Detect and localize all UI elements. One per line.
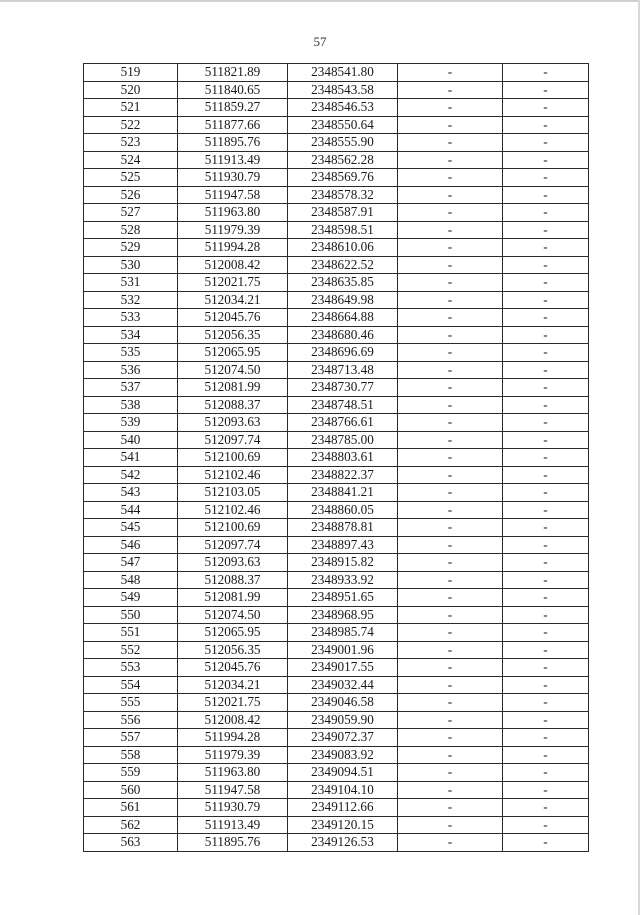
x-coordinate-cell: 512021.75 — [178, 694, 288, 712]
x-coordinate-cell: 512074.50 — [178, 606, 288, 624]
x-coordinate-cell: 512045.76 — [178, 309, 288, 327]
table-row — [84, 186, 589, 204]
page-number: 57 — [313, 34, 327, 49]
table-row — [84, 606, 589, 624]
column-5-cell: - — [503, 239, 589, 257]
x-coordinate-cell: 512093.63 — [178, 554, 288, 572]
table-row — [84, 414, 589, 432]
x-coordinate-cell: 511947.58 — [178, 781, 288, 799]
y-coordinate-cell: 2348860.05 — [288, 501, 398, 519]
y-coordinate-cell: 2348897.43 — [288, 536, 398, 554]
x-coordinate-cell: 511994.28 — [178, 729, 288, 747]
y-coordinate-cell: 2349094.51 — [288, 764, 398, 782]
column-5-cell: - — [503, 816, 589, 834]
y-coordinate-cell: 2348562.28 — [288, 151, 398, 169]
column-5-cell: - — [503, 589, 589, 607]
y-coordinate-cell: 2348730.77 — [288, 379, 398, 397]
column-4-cell: - — [398, 99, 503, 117]
x-coordinate-cell: 512056.35 — [178, 326, 288, 344]
column-5-cell: - — [503, 571, 589, 589]
x-coordinate-cell: 511913.49 — [178, 151, 288, 169]
column-5-cell: - — [503, 274, 589, 292]
table-row — [84, 344, 589, 362]
table-row — [84, 589, 589, 607]
table-row — [84, 116, 589, 134]
y-coordinate-cell: 2348803.61 — [288, 449, 398, 467]
y-coordinate-cell: 2348587.91 — [288, 204, 398, 222]
table-row — [84, 536, 589, 554]
point-number-cell: 555 — [84, 694, 178, 712]
table-row — [84, 256, 589, 274]
x-coordinate-cell: 512081.99 — [178, 379, 288, 397]
y-coordinate-cell: 2349059.90 — [288, 711, 398, 729]
column-4-cell: - — [398, 169, 503, 187]
column-5-cell: - — [503, 309, 589, 327]
x-coordinate-cell: 511913.49 — [178, 816, 288, 834]
point-number-cell: 537 — [84, 379, 178, 397]
column-5-cell: - — [503, 501, 589, 519]
table-row — [84, 326, 589, 344]
column-4-cell: - — [398, 501, 503, 519]
column-5-cell: - — [503, 116, 589, 134]
x-coordinate-cell: 511930.79 — [178, 799, 288, 817]
column-5-cell: - — [503, 151, 589, 169]
column-4-cell: - — [398, 449, 503, 467]
table-row — [84, 291, 589, 309]
x-coordinate-cell: 512074.50 — [178, 361, 288, 379]
table-row — [84, 379, 589, 397]
y-coordinate-cell: 2349001.96 — [288, 641, 398, 659]
y-coordinate-cell: 2348878.81 — [288, 519, 398, 537]
table-row — [84, 466, 589, 484]
column-5-cell: - — [503, 536, 589, 554]
point-number-cell: 551 — [84, 624, 178, 642]
table-row — [84, 711, 589, 729]
column-5-cell: - — [503, 256, 589, 274]
column-4-cell: - — [398, 291, 503, 309]
column-5-cell: - — [503, 326, 589, 344]
column-5-cell: - — [503, 64, 589, 82]
column-5-cell: - — [503, 204, 589, 222]
column-5-cell: - — [503, 431, 589, 449]
column-4-cell: - — [398, 466, 503, 484]
point-number-cell: 536 — [84, 361, 178, 379]
point-number-cell: 562 — [84, 816, 178, 834]
column-5-cell: - — [503, 711, 589, 729]
column-4-cell: - — [398, 431, 503, 449]
x-coordinate-cell: 512045.76 — [178, 659, 288, 677]
x-coordinate-cell: 511821.89 — [178, 64, 288, 82]
table-row — [84, 151, 589, 169]
y-coordinate-cell: 2348635.85 — [288, 274, 398, 292]
x-coordinate-cell: 511979.39 — [178, 746, 288, 764]
column-5-cell: - — [503, 799, 589, 817]
point-number-cell: 541 — [84, 449, 178, 467]
point-number-cell: 561 — [84, 799, 178, 817]
table-row — [84, 746, 589, 764]
point-number-cell: 520 — [84, 81, 178, 99]
table-row — [84, 519, 589, 537]
point-number-cell: 527 — [84, 204, 178, 222]
column-5-cell: - — [503, 781, 589, 799]
point-number-cell: 560 — [84, 781, 178, 799]
column-5-cell: - — [503, 746, 589, 764]
point-number-cell: 519 — [84, 64, 178, 82]
x-coordinate-cell: 512100.69 — [178, 449, 288, 467]
point-number-cell: 563 — [84, 834, 178, 852]
column-5-cell: - — [503, 606, 589, 624]
column-4-cell: - — [398, 64, 503, 82]
point-number-cell: 554 — [84, 676, 178, 694]
table-row — [84, 484, 589, 502]
column-4-cell: - — [398, 641, 503, 659]
x-coordinate-cell: 511840.65 — [178, 81, 288, 99]
column-5-cell: - — [503, 641, 589, 659]
column-4-cell: - — [398, 81, 503, 99]
table-row — [84, 571, 589, 589]
column-5-cell: - — [503, 81, 589, 99]
y-coordinate-cell: 2348785.00 — [288, 431, 398, 449]
y-coordinate-cell: 2348622.52 — [288, 256, 398, 274]
y-coordinate-cell: 2348649.98 — [288, 291, 398, 309]
point-number-cell: 529 — [84, 239, 178, 257]
x-coordinate-cell: 512097.74 — [178, 431, 288, 449]
table-row — [84, 274, 589, 292]
column-4-cell: - — [398, 379, 503, 397]
y-coordinate-cell: 2348713.48 — [288, 361, 398, 379]
column-4-cell: - — [398, 414, 503, 432]
column-4-cell: - — [398, 799, 503, 817]
point-number-cell: 528 — [84, 221, 178, 239]
table-row — [84, 676, 589, 694]
column-4-cell: - — [398, 519, 503, 537]
column-5-cell: - — [503, 729, 589, 747]
x-coordinate-cell: 511979.39 — [178, 221, 288, 239]
table-row — [84, 781, 589, 799]
column-5-cell: - — [503, 659, 589, 677]
table-row — [84, 501, 589, 519]
y-coordinate-cell: 2349032.44 — [288, 676, 398, 694]
point-number-cell: 556 — [84, 711, 178, 729]
column-4-cell: - — [398, 204, 503, 222]
column-4-cell: - — [398, 676, 503, 694]
column-5-cell: - — [503, 676, 589, 694]
column-4-cell: - — [398, 239, 503, 257]
point-number-cell: 522 — [84, 116, 178, 134]
x-coordinate-cell: 512065.95 — [178, 344, 288, 362]
y-coordinate-cell: 2348555.90 — [288, 134, 398, 152]
point-number-cell: 543 — [84, 484, 178, 502]
column-5-cell: - — [503, 449, 589, 467]
table-row — [84, 134, 589, 152]
column-4-cell: - — [398, 134, 503, 152]
column-4-cell: - — [398, 484, 503, 502]
y-coordinate-cell: 2349120.15 — [288, 816, 398, 834]
x-coordinate-cell: 512088.37 — [178, 571, 288, 589]
column-4-cell: - — [398, 344, 503, 362]
table-row — [84, 239, 589, 257]
y-coordinate-cell: 2348546.53 — [288, 99, 398, 117]
x-coordinate-cell: 512100.69 — [178, 519, 288, 537]
x-coordinate-cell: 511877.66 — [178, 116, 288, 134]
point-number-cell: 534 — [84, 326, 178, 344]
table-row — [84, 81, 589, 99]
column-5-cell: - — [503, 379, 589, 397]
table-row — [84, 554, 589, 572]
x-coordinate-cell: 512065.95 — [178, 624, 288, 642]
point-number-cell: 540 — [84, 431, 178, 449]
point-number-cell: 550 — [84, 606, 178, 624]
point-number-cell: 559 — [84, 764, 178, 782]
column-4-cell: - — [398, 186, 503, 204]
point-number-cell: 531 — [84, 274, 178, 292]
x-coordinate-cell: 511859.27 — [178, 99, 288, 117]
point-number-cell: 539 — [84, 414, 178, 432]
x-coordinate-cell: 512103.05 — [178, 484, 288, 502]
x-coordinate-cell: 512088.37 — [178, 396, 288, 414]
point-number-cell: 533 — [84, 309, 178, 327]
y-coordinate-cell: 2348748.51 — [288, 396, 398, 414]
column-5-cell: - — [503, 414, 589, 432]
point-number-cell: 526 — [84, 186, 178, 204]
table-row — [84, 641, 589, 659]
column-5-cell: - — [503, 186, 589, 204]
column-5-cell: - — [503, 764, 589, 782]
point-number-cell: 553 — [84, 659, 178, 677]
page-edge-top — [0, 0, 640, 2]
x-coordinate-cell: 512034.21 — [178, 676, 288, 694]
x-coordinate-cell: 511963.80 — [178, 204, 288, 222]
y-coordinate-cell: 2348968.95 — [288, 606, 398, 624]
point-number-cell: 521 — [84, 99, 178, 117]
column-4-cell: - — [398, 256, 503, 274]
point-number-cell: 547 — [84, 554, 178, 572]
column-4-cell: - — [398, 326, 503, 344]
y-coordinate-cell: 2349083.92 — [288, 746, 398, 764]
x-coordinate-cell: 512056.35 — [178, 641, 288, 659]
point-number-cell: 558 — [84, 746, 178, 764]
table-row — [84, 431, 589, 449]
x-coordinate-cell: 512097.74 — [178, 536, 288, 554]
column-5-cell: - — [503, 361, 589, 379]
y-coordinate-cell: 2348550.64 — [288, 116, 398, 134]
y-coordinate-cell: 2348766.61 — [288, 414, 398, 432]
column-4-cell: - — [398, 816, 503, 834]
column-4-cell: - — [398, 606, 503, 624]
table-row — [84, 449, 589, 467]
x-coordinate-cell: 512034.21 — [178, 291, 288, 309]
x-coordinate-cell: 512102.46 — [178, 501, 288, 519]
point-number-cell: 549 — [84, 589, 178, 607]
point-number-cell: 532 — [84, 291, 178, 309]
x-coordinate-cell: 512102.46 — [178, 466, 288, 484]
y-coordinate-cell: 2348664.88 — [288, 309, 398, 327]
x-coordinate-cell: 512008.42 — [178, 711, 288, 729]
point-number-cell: 542 — [84, 466, 178, 484]
column-4-cell: - — [398, 361, 503, 379]
column-4-cell: - — [398, 764, 503, 782]
table-row — [84, 694, 589, 712]
y-coordinate-cell: 2349126.53 — [288, 834, 398, 852]
y-coordinate-cell: 2348841.21 — [288, 484, 398, 502]
x-coordinate-cell: 511994.28 — [178, 239, 288, 257]
column-4-cell: - — [398, 659, 503, 677]
column-4-cell: - — [398, 589, 503, 607]
column-5-cell: - — [503, 396, 589, 414]
column-5-cell: - — [503, 291, 589, 309]
table-row — [84, 221, 589, 239]
column-5-cell: - — [503, 221, 589, 239]
table-row — [84, 169, 589, 187]
point-number-cell: 523 — [84, 134, 178, 152]
x-coordinate-cell: 511895.76 — [178, 134, 288, 152]
table-row — [84, 659, 589, 677]
y-coordinate-cell: 2348598.51 — [288, 221, 398, 239]
column-4-cell: - — [398, 834, 503, 852]
y-coordinate-cell: 2348933.92 — [288, 571, 398, 589]
column-5-cell: - — [503, 624, 589, 642]
table-row — [84, 309, 589, 327]
y-coordinate-cell: 2349017.55 — [288, 659, 398, 677]
table-row — [84, 204, 589, 222]
table-row — [84, 816, 589, 834]
point-number-cell: 544 — [84, 501, 178, 519]
x-coordinate-cell: 512093.63 — [178, 414, 288, 432]
column-4-cell: - — [398, 781, 503, 799]
point-number-cell: 548 — [84, 571, 178, 589]
x-coordinate-cell: 512008.42 — [178, 256, 288, 274]
y-coordinate-cell: 2348680.46 — [288, 326, 398, 344]
x-coordinate-cell: 511963.80 — [178, 764, 288, 782]
y-coordinate-cell: 2348915.82 — [288, 554, 398, 572]
column-5-cell: - — [503, 519, 589, 537]
column-5-cell: - — [503, 99, 589, 117]
point-number-cell: 535 — [84, 344, 178, 362]
table-row — [84, 396, 589, 414]
y-coordinate-cell: 2348822.37 — [288, 466, 398, 484]
y-coordinate-cell: 2348578.32 — [288, 186, 398, 204]
column-4-cell: - — [398, 536, 503, 554]
x-coordinate-cell: 512021.75 — [178, 274, 288, 292]
column-5-cell: - — [503, 554, 589, 572]
column-4-cell: - — [398, 221, 503, 239]
column-4-cell: - — [398, 396, 503, 414]
column-5-cell: - — [503, 834, 589, 852]
point-number-cell: 524 — [84, 151, 178, 169]
point-number-cell: 545 — [84, 519, 178, 537]
y-coordinate-cell: 2349104.10 — [288, 781, 398, 799]
table-row — [84, 764, 589, 782]
column-4-cell: - — [398, 711, 503, 729]
column-4-cell: - — [398, 694, 503, 712]
y-coordinate-cell: 2348541.80 — [288, 64, 398, 82]
point-number-cell: 552 — [84, 641, 178, 659]
column-5-cell: - — [503, 169, 589, 187]
column-5-cell: - — [503, 694, 589, 712]
y-coordinate-cell: 2349046.58 — [288, 694, 398, 712]
column-5-cell: - — [503, 466, 589, 484]
point-number-cell: 546 — [84, 536, 178, 554]
y-coordinate-cell: 2349112.66 — [288, 799, 398, 817]
point-number-cell: 530 — [84, 256, 178, 274]
column-5-cell: - — [503, 344, 589, 362]
column-4-cell: - — [398, 571, 503, 589]
x-coordinate-cell: 511895.76 — [178, 834, 288, 852]
y-coordinate-cell: 2348985.74 — [288, 624, 398, 642]
column-4-cell: - — [398, 274, 503, 292]
point-number-cell: 557 — [84, 729, 178, 747]
point-number-cell: 525 — [84, 169, 178, 187]
y-coordinate-cell: 2348610.06 — [288, 239, 398, 257]
x-coordinate-cell: 511947.58 — [178, 186, 288, 204]
y-coordinate-cell: 2349072.37 — [288, 729, 398, 747]
column-4-cell: - — [398, 116, 503, 134]
table-row — [84, 799, 589, 817]
y-coordinate-cell: 2348696.69 — [288, 344, 398, 362]
column-4-cell: - — [398, 729, 503, 747]
y-coordinate-cell: 2348951.65 — [288, 589, 398, 607]
column-5-cell: - — [503, 134, 589, 152]
x-coordinate-cell: 511930.79 — [178, 169, 288, 187]
column-4-cell: - — [398, 151, 503, 169]
column-4-cell: - — [398, 309, 503, 327]
column-4-cell: - — [398, 746, 503, 764]
table-row — [84, 729, 589, 747]
column-5-cell: - — [503, 484, 589, 502]
table-row — [84, 624, 589, 642]
table-row — [84, 99, 589, 117]
column-4-cell: - — [398, 554, 503, 572]
coordinate-table — [83, 63, 589, 852]
y-coordinate-cell: 2348543.58 — [288, 81, 398, 99]
x-coordinate-cell: 512081.99 — [178, 589, 288, 607]
y-coordinate-cell: 2348569.76 — [288, 169, 398, 187]
coordinate-table-body — [84, 64, 589, 852]
column-4-cell: - — [398, 624, 503, 642]
point-number-cell: 538 — [84, 396, 178, 414]
table-row — [84, 834, 589, 852]
table-row — [84, 361, 589, 379]
table-row — [84, 64, 589, 82]
